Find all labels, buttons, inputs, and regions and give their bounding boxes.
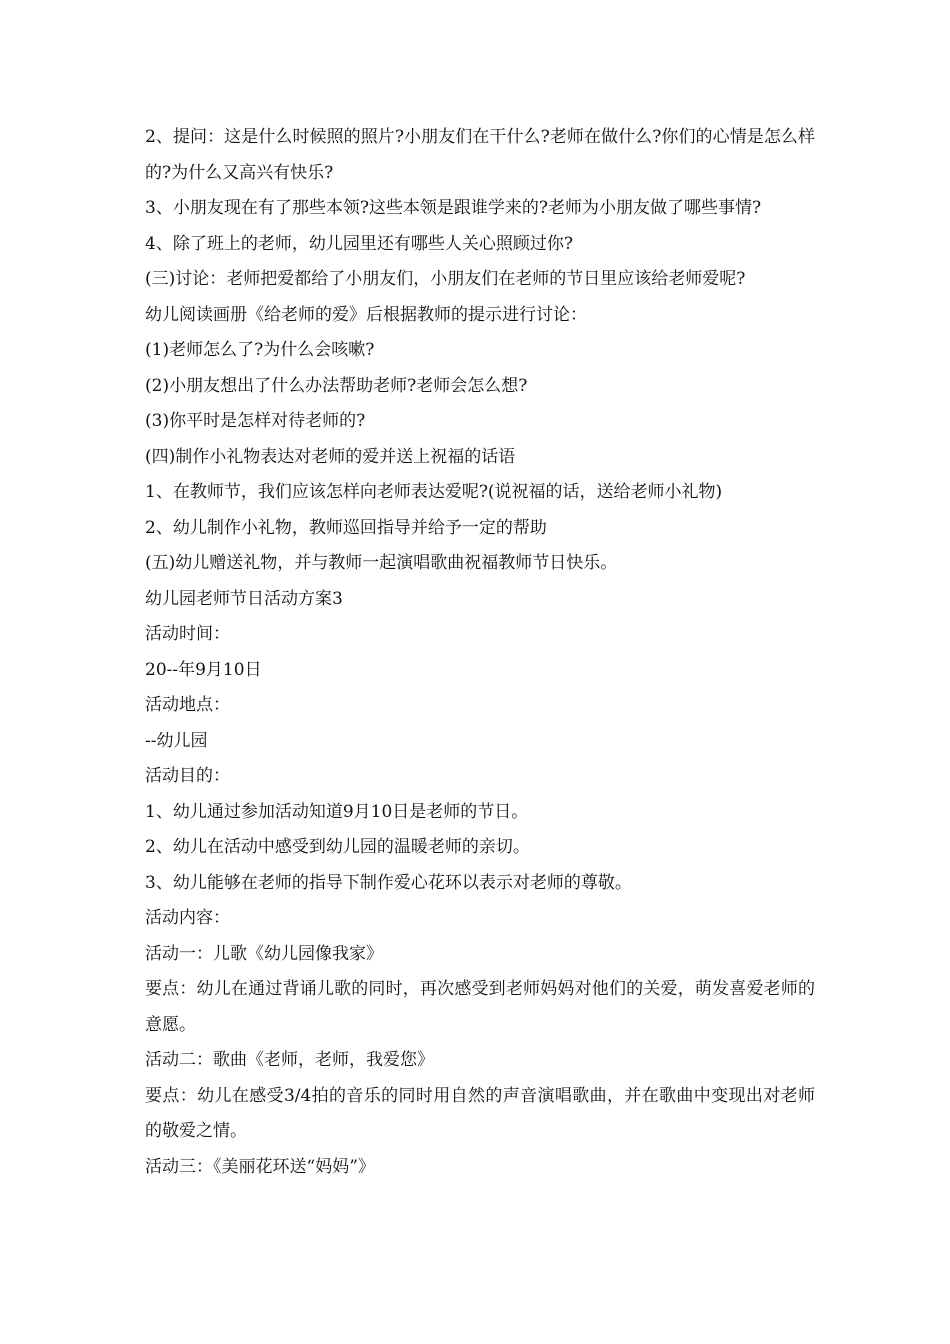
field-label: 活动地点： — [145, 695, 230, 715]
field-value: 20--年9月10日 — [145, 659, 262, 680]
field-label: 活动目的： — [145, 766, 230, 786]
activity-title: 活动二：歌曲《老师，老师，我爱您》 — [145, 1050, 434, 1070]
field-value: --幼儿园 — [145, 730, 208, 751]
paragraph: 幼儿阅读画册《给老师的爱》后根据教师的提示进行讨论： — [145, 304, 587, 325]
paragraph: 2、提问：这是什么时候照的照片?小朋友们在干什么?老师在做什么?你们的心情是怎么样的?为什么又高兴有快乐? — [145, 127, 815, 183]
field-label: 活动时间： — [145, 624, 230, 644]
paragraph: 要点：幼儿在通过背诵儿歌的同时，再次感受到老师妈妈对他们的关爱，萌发喜爱老师的意愿。 — [145, 979, 815, 1035]
section-heading: (四)制作小礼物表达对老师的爱并送上祝福的话语 — [145, 446, 516, 467]
paragraph: 3、小朋友现在有了那些本领?这些本领是跟谁学来的?老师为小朋友做了哪些事情? — [145, 198, 762, 218]
plan-title: 幼儿园老师节日活动方案3 — [145, 588, 343, 609]
paragraph: 1、幼儿通过参加活动知道9月10日是老师的节日。 — [145, 801, 529, 822]
activity-title: 活动一：儿歌《幼儿园像我家》 — [145, 943, 383, 964]
paragraph: (三)讨论：老师把爱都给了小朋友们，小朋友们在老师的节日里应该给老师爱呢? — [145, 269, 746, 289]
field-label: 活动内容： — [145, 908, 230, 928]
paragraph: 2、幼儿在活动中感受到幼儿园的温暖老师的亲切。 — [145, 837, 530, 857]
paragraph: (2)小朋友想出了什么办法帮助老师?老师会怎么想? — [145, 375, 528, 396]
paragraph: 1、在教师节，我们应该怎样向老师表达爱呢?(说祝福的话，送给老师小礼物) — [145, 482, 723, 502]
activity-title: 活动三：《美丽花环送“妈妈”》 — [145, 1156, 375, 1177]
paragraph: 3、幼儿能够在老师的指导下制作爱心花环以表示对老师的尊敬。 — [145, 872, 632, 893]
paragraph: 4、除了班上的老师，幼儿园里还有哪些人关心照顾过你? — [145, 233, 573, 254]
paragraph: (1)老师怎么了?为什么会咳嗽? — [145, 340, 375, 360]
paragraph: 2、幼儿制作小礼物，教师巡回指导并给予一定的帮助 — [145, 517, 547, 538]
paragraph: 要点：幼儿在感受3/4拍的音乐的同时用自然的声音演唱歌曲，并在歌曲中变现出对老师的敬爱之情。 — [145, 1085, 815, 1141]
paragraph: (3)你平时是怎样对待老师的? — [145, 411, 366, 431]
section-heading: (五)幼儿赠送礼物，并与教师一起演唱歌曲祝福教师节日快乐。 — [145, 553, 618, 573]
document-body — [145, 120, 815, 1185]
